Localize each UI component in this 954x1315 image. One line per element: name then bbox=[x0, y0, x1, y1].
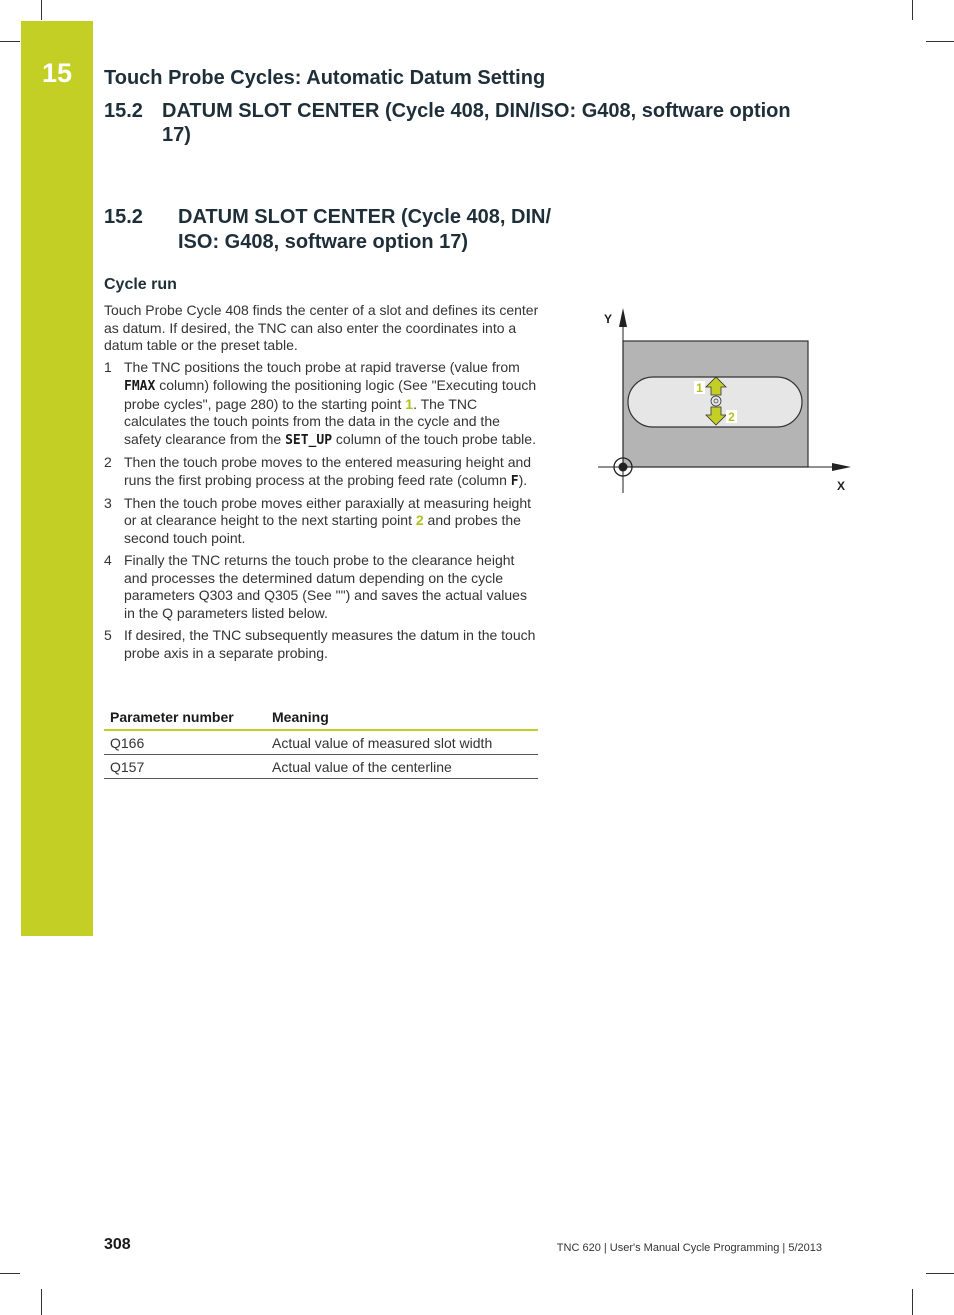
y-axis-label: Y bbox=[604, 312, 613, 326]
crop-mark bbox=[0, 1273, 20, 1274]
table-cell: Actual value of the centerline bbox=[266, 755, 538, 779]
step-text: Finally the TNC returns the touch probe to the clearance height and processes the determined datum depending on the cycle parameters Q303 and Q305 (See "") and saves the actual values in the Q parameters listed below. bbox=[124, 552, 527, 622]
table-row bbox=[104, 755, 538, 779]
code-f: F bbox=[510, 473, 519, 489]
section-title bbox=[104, 205, 551, 255]
step-text: If desired, the TNC subsequently measures the datum in the touch probe axis in a separate probing. bbox=[124, 627, 536, 661]
probe-center-icon bbox=[711, 396, 721, 406]
running-subtitle-line2: 17) bbox=[162, 124, 191, 146]
y-axis-arrowhead-icon bbox=[619, 308, 627, 327]
running-subtitle bbox=[104, 99, 791, 147]
step-number: 2 bbox=[104, 453, 112, 470]
running-subtitle-line1: DATUM SLOT CENTER (Cycle 408, DIN/ISO: G408, software option bbox=[162, 100, 791, 122]
header-meaning: Meaning bbox=[266, 706, 538, 730]
footer-text: TNC 620 | User's Manual Cycle Programming | 5/2013 bbox=[556, 1242, 822, 1254]
crop-mark bbox=[0, 41, 20, 42]
step-number: 5 bbox=[104, 627, 112, 644]
running-subtitle-number: 15.2 bbox=[104, 100, 143, 122]
crop-mark bbox=[912, 1289, 913, 1315]
table-header-row bbox=[104, 706, 538, 730]
x-axis-label: X bbox=[837, 479, 846, 493]
table-row bbox=[104, 730, 538, 755]
x-axis-arrowhead-icon bbox=[832, 463, 851, 471]
section-number: 15.2 bbox=[104, 206, 143, 228]
section-title-line2: ISO: G408, software option 17) bbox=[178, 231, 469, 253]
step-list bbox=[104, 359, 540, 662]
cycle-run-body bbox=[104, 302, 540, 667]
point-number: 1 bbox=[405, 395, 414, 412]
step-number: 1 bbox=[104, 359, 112, 376]
parameter-table bbox=[104, 706, 538, 779]
page-number: 308 bbox=[104, 1236, 131, 1253]
table-cell: Q166 bbox=[104, 730, 266, 755]
code-set-up: SET_UP bbox=[285, 432, 333, 448]
step-text: . The TNC calculates the touch points from the data in the cycle and the safety clearance from the bbox=[124, 395, 500, 447]
cycle-run-heading: Cycle run bbox=[104, 276, 177, 293]
step-text: column) following the positioning logic (See "Executing touch probe cycles", page 280) to the starting point bbox=[124, 376, 537, 412]
step-text: The TNC positions the touch probe at rapid traverse (value from bbox=[124, 359, 520, 376]
slot-center-diagram bbox=[592, 305, 854, 497]
list-item bbox=[104, 552, 540, 623]
crop-mark bbox=[41, 1289, 42, 1315]
crop-mark bbox=[926, 1273, 954, 1274]
step-number: 3 bbox=[104, 494, 112, 511]
code-fmax: FMAX bbox=[124, 378, 156, 394]
crop-mark bbox=[926, 41, 954, 42]
point-number: 2 bbox=[415, 512, 424, 529]
crop-mark bbox=[41, 0, 42, 20]
step-number: 4 bbox=[104, 552, 112, 569]
step-text: Then the touch probe moves to the entered measuring height and runs the first probing process at the probing feed rate (column bbox=[124, 453, 532, 488]
step-text: column of the touch probe table. bbox=[332, 430, 536, 447]
step-text: and probes the second touch point. bbox=[124, 512, 521, 547]
point2-label: 2 bbox=[728, 410, 735, 424]
chapter-number: 15 bbox=[41, 58, 73, 88]
table-cell: Actual value of measured slot width bbox=[266, 730, 538, 755]
intro-paragraph: Touch Probe Cycle 408 finds the center of a slot and defines its center as datum. If desired, the TNC can also enter the coordinates into a datum table or the preset table. bbox=[104, 302, 539, 354]
list-item bbox=[104, 359, 540, 450]
point1-label: 1 bbox=[696, 381, 703, 395]
step-text: Then the touch probe moves either paraxially at measuring height or at clearance height to the next starting point bbox=[124, 494, 532, 529]
chapter-sidebar bbox=[21, 21, 93, 936]
table-cell: Q157 bbox=[104, 755, 266, 779]
step-text: ). bbox=[518, 471, 528, 488]
crop-mark bbox=[912, 0, 913, 20]
chapter-title: Touch Probe Cycles: Automatic Datum Setting bbox=[104, 67, 546, 89]
list-item bbox=[104, 454, 540, 490]
header-parameter-number: Parameter number bbox=[104, 706, 266, 730]
list-item bbox=[104, 627, 540, 662]
list-item bbox=[104, 495, 540, 548]
section-title-line1: DATUM SLOT CENTER (Cycle 408, DIN/ bbox=[178, 206, 552, 228]
